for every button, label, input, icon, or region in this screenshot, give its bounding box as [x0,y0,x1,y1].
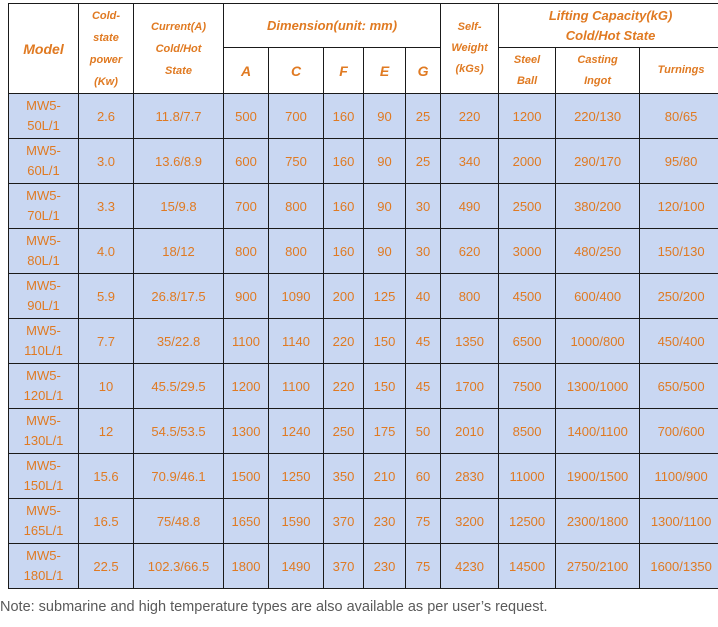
cell-steel-ball: 11000 [499,454,556,499]
cell-dim-g: 45 [406,364,441,409]
cell-dim-e: 150 [364,319,406,364]
cell-dim-c: 1090 [269,274,324,319]
cell-model-line: 180L/1 [23,568,64,583]
table-row [9,94,718,139]
cell-dim-g: 50 [406,409,441,454]
cell-model [9,364,79,409]
cell-casting-ingot: 1900/1500 [556,454,640,499]
cell-casting-ingot: 220/130 [556,94,640,139]
table-row [9,139,718,184]
cell-model [9,544,79,589]
cell-power: 22.5 [79,544,134,589]
cell-model-line: MW5- [26,548,61,563]
cell-dim-e: 90 [364,229,406,274]
table-body [9,94,718,589]
cell-dim-f: 370 [324,544,364,589]
cell-weight: 220 [441,94,499,139]
cell-dim-f: 160 [324,139,364,184]
header-dim-e: E [364,48,406,94]
cell-power: 3.0 [79,139,134,184]
header-self-weight-line: Self- [457,21,482,33]
cell-model [9,409,79,454]
cell-weight: 2830 [441,454,499,499]
cell-power: 10 [79,364,134,409]
cell-casting-ingot: 480/250 [556,229,640,274]
cell-weight: 620 [441,229,499,274]
header-dimension: Dimension(unit: mm) [224,4,441,48]
cell-turnings: 150/130 [640,229,718,274]
cell-steel-ball: 1200 [499,94,556,139]
cell-casting-ingot: 2300/1800 [556,499,640,544]
header-steel-ball-line: Ball [516,74,538,87]
table-row [9,544,718,589]
cell-dim-e: 125 [364,274,406,319]
cell-dim-e: 230 [364,499,406,544]
cell-model-line: MW5- [26,323,61,338]
cell-casting-ingot: 380/200 [556,184,640,229]
cell-steel-ball: 4500 [499,274,556,319]
cell-dim-a: 1500 [224,454,269,499]
spec-table [8,3,718,589]
cell-dim-g: 25 [406,139,441,184]
cell-weight: 3200 [441,499,499,544]
cell-casting-ingot: 600/400 [556,274,640,319]
cell-current: 15/9.8 [134,184,224,229]
cell-casting-ingot: 290/170 [556,139,640,184]
cell-dim-g: 75 [406,544,441,589]
cell-current: 13.6/8.9 [134,139,224,184]
cell-turnings: 95/80 [640,139,718,184]
table-row [9,454,718,499]
cell-dim-e: 150 [364,364,406,409]
cell-dim-a: 600 [224,139,269,184]
cell-dim-c: 1100 [269,364,324,409]
cell-model-line: 70L/1 [27,208,60,223]
cell-dim-c: 800 [269,184,324,229]
header-cold-power [79,4,134,94]
cell-weight: 340 [441,139,499,184]
cell-turnings: 650/500 [640,364,718,409]
header-self-weight-line: (kGs) [455,63,484,75]
header-self-weight-line: Weight [451,42,488,54]
cell-model-line: MW5- [26,188,61,203]
cell-model [9,499,79,544]
cell-model-line: 50L/1 [27,118,60,133]
cell-weight: 1350 [441,319,499,364]
cell-dim-e: 210 [364,454,406,499]
cell-steel-ball: 6500 [499,319,556,364]
cell-steel-ball: 2500 [499,184,556,229]
table-row [9,274,718,319]
cell-turnings: 1100/900 [640,454,718,499]
cell-dim-a: 700 [224,184,269,229]
cell-dim-c: 1250 [269,454,324,499]
cell-weight: 490 [441,184,499,229]
header-turnings: Turnings [640,48,718,94]
cell-current: 35/22.8 [134,319,224,364]
cell-model-line: MW5- [26,368,61,383]
header-casting-ingot [556,48,640,94]
cell-dim-f: 220 [324,319,364,364]
cell-current: 45.5/29.5 [134,364,224,409]
cell-dim-f: 370 [324,499,364,544]
header-current-line: Cold/Hot [155,42,202,55]
cell-model-line: 150L/1 [23,478,64,493]
header-self-weight [441,4,499,94]
cell-dim-c: 800 [269,229,324,274]
header-model: Model [9,4,79,94]
cell-dim-a: 1200 [224,364,269,409]
header-lifting-line: Lifting Capacity(kG) [548,7,673,23]
cell-dim-g: 60 [406,454,441,499]
table-row [9,229,718,274]
cell-dim-g: 45 [406,319,441,364]
table-row [9,364,718,409]
cell-dim-f: 160 [324,184,364,229]
cell-steel-ball: 7500 [499,364,556,409]
cell-current: 26.8/17.5 [134,274,224,319]
header-lifting-line: Cold/Hot State [565,27,656,43]
cell-model [9,229,79,274]
cell-weight: 4230 [441,544,499,589]
cell-dim-a: 500 [224,94,269,139]
cell-model-line: MW5- [26,278,61,293]
cell-dim-c: 750 [269,139,324,184]
cell-turnings: 1600/1350 [640,544,718,589]
cell-dim-f: 250 [324,409,364,454]
cell-dim-a: 900 [224,274,269,319]
table-header [9,4,718,94]
header-dim-f: F [324,48,364,94]
cell-model-line: MW5- [26,98,61,113]
table-row [9,184,718,229]
header-dim-c: C [269,48,324,94]
cell-dim-g: 30 [406,184,441,229]
cell-power: 5.9 [79,274,134,319]
cell-dim-c: 700 [269,94,324,139]
cell-power: 2.6 [79,94,134,139]
cell-power: 12 [79,409,134,454]
header-steel-ball-line: Steel [513,53,541,66]
header-steel-ball [499,48,556,94]
table-row [9,499,718,544]
header-current [134,4,224,94]
header-dim-a: A [224,48,269,94]
header-dim-g: G [406,48,441,94]
cell-steel-ball: 3000 [499,229,556,274]
header-casting-ingot-line: Ingot [584,74,611,87]
cell-model-line: 60L/1 [27,163,60,178]
cell-dim-a: 1650 [224,499,269,544]
cell-casting-ingot: 1400/1100 [556,409,640,454]
cell-dim-c: 1590 [269,499,324,544]
footnote: Note: submarine and high temperature types are also available as per user’s request. [0,599,548,615]
cell-model [9,94,79,139]
cell-model-line: 90L/1 [27,298,60,313]
cell-dim-c: 1240 [269,409,324,454]
cell-power: 4.0 [79,229,134,274]
header-cold-power-line: state [93,31,119,44]
cell-power: 7.7 [79,319,134,364]
cell-dim-e: 175 [364,409,406,454]
cell-model [9,139,79,184]
table-row [9,319,718,364]
cell-power: 15.6 [79,454,134,499]
cell-dim-g: 30 [406,229,441,274]
cell-model-line: 165L/1 [23,523,64,538]
cell-dim-e: 90 [364,139,406,184]
cell-weight: 2010 [441,409,499,454]
cell-current: 75/48.8 [134,499,224,544]
cell-casting-ingot: 1000/800 [556,319,640,364]
cell-model [9,319,79,364]
cell-dim-f: 200 [324,274,364,319]
cell-dim-a: 1300 [224,409,269,454]
cell-current: 11.8/7.7 [134,94,224,139]
cell-power: 3.3 [79,184,134,229]
header-current-line: State [165,64,192,77]
cell-model-line: MW5- [26,413,61,428]
cell-model-line: 130L/1 [23,433,64,448]
header-cold-power-line: power [89,53,123,66]
table-row [9,409,718,454]
header-cold-power-line: Cold- [91,9,121,22]
cell-dim-e: 230 [364,544,406,589]
cell-model-line: MW5- [26,503,61,518]
cell-current: 70.9/46.1 [134,454,224,499]
cell-model-line: 110L/1 [24,343,63,358]
header-lifting-capacity [499,4,718,48]
cell-dim-a: 1800 [224,544,269,589]
cell-turnings: 450/400 [640,319,718,364]
cell-weight: 800 [441,274,499,319]
cell-dim-g: 75 [406,499,441,544]
cell-dim-c: 1140 [269,319,324,364]
cell-turnings: 1300/1100 [640,499,718,544]
cell-model-line: MW5- [26,233,61,248]
cell-casting-ingot: 2750/2100 [556,544,640,589]
cell-model-line: 120L/1 [23,388,64,403]
cell-casting-ingot: 1300/1000 [556,364,640,409]
cell-dim-e: 90 [364,94,406,139]
cell-dim-f: 350 [324,454,364,499]
cell-power: 16.5 [79,499,134,544]
cell-model [9,184,79,229]
cell-turnings: 120/100 [640,184,718,229]
cell-steel-ball: 8500 [499,409,556,454]
cell-dim-g: 25 [406,94,441,139]
cell-model [9,454,79,499]
cell-weight: 1700 [441,364,499,409]
cell-steel-ball: 12500 [499,499,556,544]
cell-dim-g: 40 [406,274,441,319]
cell-dim-c: 1490 [269,544,324,589]
cell-dim-f: 160 [324,229,364,274]
cell-turnings: 700/600 [640,409,718,454]
cell-turnings: 250/200 [640,274,718,319]
header-current-line: Current(A) [151,20,206,33]
cell-model-line: 80L/1 [27,253,60,268]
cell-dim-f: 160 [324,94,364,139]
cell-dim-a: 800 [224,229,269,274]
header-cold-power-line: (Kw) [94,75,118,88]
cell-current: 18/12 [134,229,224,274]
cell-steel-ball: 14500 [499,544,556,589]
header-casting-ingot-line: Casting [577,53,618,66]
cell-model-line: MW5- [26,458,61,473]
cell-dim-f: 220 [324,364,364,409]
cell-steel-ball: 2000 [499,139,556,184]
cell-model [9,274,79,319]
cell-current: 54.5/53.5 [134,409,224,454]
cell-turnings: 80/65 [640,94,718,139]
cell-current: 102.3/66.5 [134,544,224,589]
cell-dim-a: 1100 [224,319,269,364]
cell-model-line: MW5- [26,143,61,158]
cell-dim-e: 90 [364,184,406,229]
